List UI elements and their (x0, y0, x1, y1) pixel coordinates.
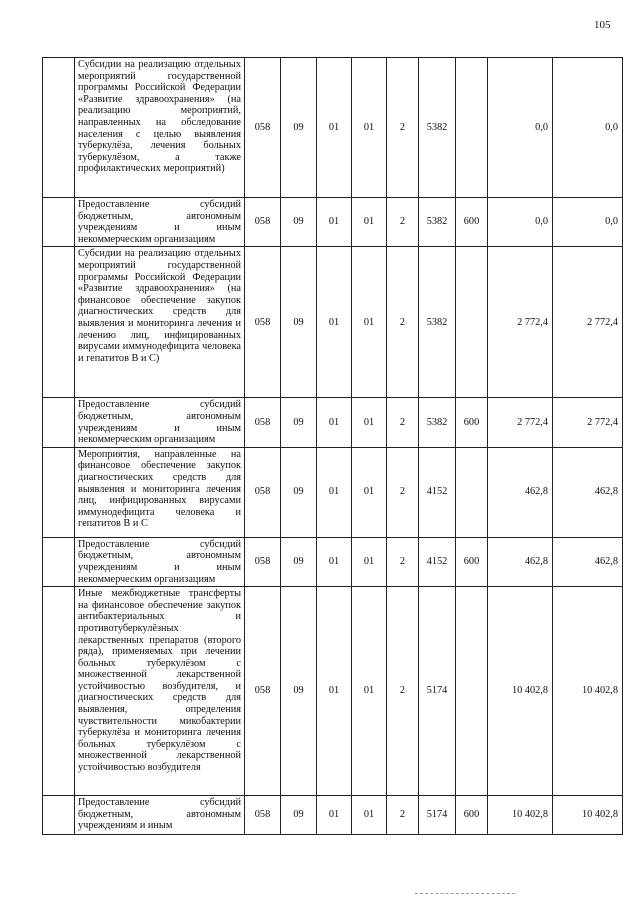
direction-cell: 4152 (419, 447, 456, 537)
expense-type-cell: 600 (456, 796, 488, 835)
section-cell: 09 (281, 447, 317, 537)
program-cell: 01 (352, 447, 387, 537)
index-cell (43, 247, 75, 398)
table-row (43, 796, 623, 835)
subprogram-cell: 2 (387, 796, 419, 835)
section-cell: 09 (281, 247, 317, 398)
table-row (43, 58, 623, 198)
index-cell (43, 537, 75, 586)
subsection-cell: 01 (317, 587, 352, 796)
subsection-cell: 01 (317, 796, 352, 835)
amount1-cell: 0,0 (488, 198, 553, 247)
amount1-cell: 2 772,4 (488, 398, 553, 447)
direction-cell: 5174 (419, 796, 456, 835)
section-cell: 09 (281, 587, 317, 796)
table-row (43, 537, 623, 586)
amount2-cell: 462,8 (553, 537, 623, 586)
section-cell: 09 (281, 796, 317, 835)
program-cell: 01 (352, 58, 387, 198)
section-cell: 09 (281, 398, 317, 447)
index-cell (43, 587, 75, 796)
subprogram-cell: 2 (387, 447, 419, 537)
direction-cell: 5382 (419, 398, 456, 447)
table-row (43, 247, 623, 398)
direction-cell: 5174 (419, 587, 456, 796)
table-row (43, 447, 623, 537)
expense-type-cell (456, 247, 488, 398)
scan-artifact-line (415, 893, 515, 896)
program-cell: 01 (352, 587, 387, 796)
ministry-cell: 058 (245, 247, 281, 398)
direction-cell: 5382 (419, 58, 456, 198)
budget-table (42, 57, 623, 835)
index-cell (43, 58, 75, 198)
ministry-cell: 058 (245, 198, 281, 247)
expense-type-cell: 600 (456, 398, 488, 447)
subsection-cell: 01 (317, 447, 352, 537)
section-cell: 09 (281, 198, 317, 247)
index-cell (43, 398, 75, 447)
expense-type-cell (456, 447, 488, 537)
section-cell: 09 (281, 58, 317, 198)
amount2-cell: 0,0 (553, 58, 623, 198)
description-cell: Предоставление субсидий бюджетным, автономным учреждениям и иным некоммерческим организациям (75, 398, 245, 447)
amount1-cell: 10 402,8 (488, 587, 553, 796)
subprogram-cell: 2 (387, 398, 419, 447)
program-cell: 01 (352, 198, 387, 247)
subprogram-cell: 2 (387, 247, 419, 398)
subsection-cell: 01 (317, 198, 352, 247)
subprogram-cell: 2 (387, 198, 419, 247)
amount1-cell: 462,8 (488, 537, 553, 586)
section-cell: 09 (281, 537, 317, 586)
amount2-cell: 462,8 (553, 447, 623, 537)
page-number: 105 (594, 19, 611, 31)
subprogram-cell: 2 (387, 537, 419, 586)
program-cell: 01 (352, 537, 387, 586)
amount2-cell: 2 772,4 (553, 247, 623, 398)
program-cell: 01 (352, 796, 387, 835)
description-cell: Предоставление субсидий бюджетным, автономным учреждениям и иным некоммерческим организациям (75, 198, 245, 247)
expense-type-cell (456, 58, 488, 198)
amount2-cell: 0,0 (553, 198, 623, 247)
expense-type-cell (456, 587, 488, 796)
amount2-cell: 10 402,8 (553, 587, 623, 796)
direction-cell: 5382 (419, 247, 456, 398)
description-cell: Предоставление субсидий бюджетным, автономным учреждениям и иным некоммерческим организациям (75, 537, 245, 586)
description-cell: Субсидии на реализацию отдельных мероприятий государственной программы Российской Федерации «Развитие здравоохранения» (на финансовое обеспечение закупок диагностических средств для выявления и мониторинга лечения и лечению лиц, инфицированных вирусами иммунодефицита человека и гепатитов В и С) (75, 247, 245, 398)
ministry-cell: 058 (245, 537, 281, 586)
subsection-cell: 01 (317, 247, 352, 398)
program-cell: 01 (352, 398, 387, 447)
ministry-cell: 058 (245, 587, 281, 796)
expense-type-cell: 600 (456, 198, 488, 247)
table-row (43, 587, 623, 796)
amount1-cell: 462,8 (488, 447, 553, 537)
description-cell: Субсидии на реализацию отдельных мероприятий государственной программы Российской Федерации «Развитие здравоохранения» (на реализацию мероприятий, направленных на обследование населения с целью выявления туберкулёза, лечения больных туберкулёзом, а также профилактических мероприятий) (75, 58, 245, 198)
index-cell (43, 198, 75, 247)
direction-cell: 5382 (419, 198, 456, 247)
amount2-cell: 2 772,4 (553, 398, 623, 447)
index-cell (43, 796, 75, 835)
table-row (43, 398, 623, 447)
ministry-cell: 058 (245, 796, 281, 835)
subprogram-cell: 2 (387, 587, 419, 796)
subsection-cell: 01 (317, 398, 352, 447)
amount2-cell: 10 402,8 (553, 796, 623, 835)
index-cell (43, 447, 75, 537)
table-row (43, 198, 623, 247)
amount1-cell: 2 772,4 (488, 247, 553, 398)
description-cell: Предоставление субсидий бюджетным, автономным учреждениям и иным (75, 796, 245, 835)
ministry-cell: 058 (245, 58, 281, 198)
expense-type-cell: 600 (456, 537, 488, 586)
subsection-cell: 01 (317, 537, 352, 586)
amount1-cell: 10 402,8 (488, 796, 553, 835)
program-cell: 01 (352, 247, 387, 398)
ministry-cell: 058 (245, 447, 281, 537)
subprogram-cell: 2 (387, 58, 419, 198)
description-cell: Иные межбюджетные трансферты на финансовое обеспечение закупок антибактериальных и противотуберкулёзных лекарственных препаратов (второго ряда), применяемых при лечении больных туберкулёзом с множественной лекарственной устойчивостью возбудителя, и диагностических средств для выявления, определения чувствительности микобактерии туберкулёза и мониторинга лечения больных туберкулёзом с множественной лекарственной устойчивостью возбудителя (75, 587, 245, 796)
ministry-cell: 058 (245, 398, 281, 447)
description-cell: Мероприятия, направленные на финансовое обеспечение закупок диагностических средств для выявления и мониторинга лечения лиц, инфицированных вирусами иммунодефицита человека и гепатитов В и С (75, 447, 245, 537)
amount1-cell: 0,0 (488, 58, 553, 198)
subsection-cell: 01 (317, 58, 352, 198)
direction-cell: 4152 (419, 537, 456, 586)
